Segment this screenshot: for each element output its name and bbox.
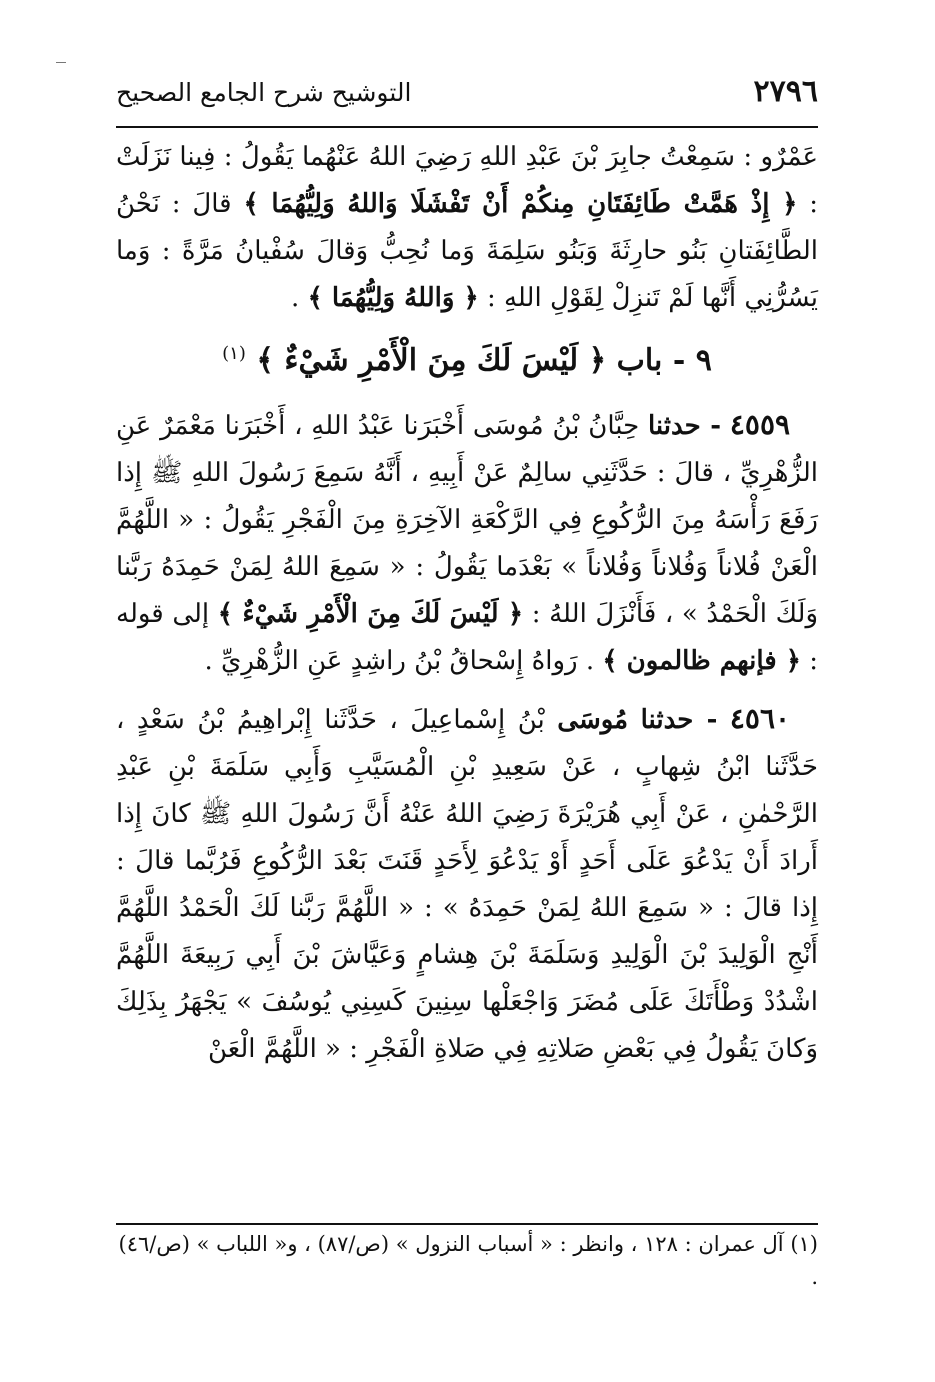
header-divider — [116, 126, 818, 128]
quran-verse: ﴿ لَيْسَ لَكَ مِنَ الْأَمْرِ شَيْءٌ ﴾ — [217, 599, 524, 629]
text-segment: بْنُ إِسْماعِيلَ ، حَدَّثَنا إِبْراهِيمُ بْنُ سَعْدٍ ، حَدَّثَنا ابْنُ شِهابٍ ، عَنْ سَعِيدِ بْنِ الْمُسَيَّبِ وَأَبِي سَلَمَةَ بْنِ عَبْدِ الرَّحْمٰنِ ، عَنْ أَبِي هُرَيْرَةَ رَضِيَ اللهُ عَنْهُ أَنَّ رَسُولَ اللهِ ﷺ كانَ إِذا أَرادَ أَنْ يَدْعُوَ عَلَى أَحَدٍ أَوْ يَدْعُوَ لِأَحَدٍ قَنَتَ بَعْدَ الرُّكُوعِ فَرُبَّما قالَ : إِذا قالَ : « سَمِعَ اللهُ لِمَنْ حَمِدَهُ » : « اللَّهُمَّ رَبَّنا لَكَ الْحَمْدُ اللَّهُمَّ أَنْجِ الْوَلِيدَ بْنَ الْوَلِيدِ وَسَلَمَةَ بْنَ هِشامٍ وَعَيَّاشَ بْنَ أَبِي رَبِيعَةَ اللَّهُمَّ اشْدُدْ وَطْأَتَكَ عَلَى مُضَرَ وَاجْعَلْها سِنِينَ كَسِنِي يُوسُفَ » يَجْهَرُ بِذَلِكَ وَكانَ يَقُولُ فِي بَعْضِ صَلاتِهِ فِي صَلاةِ الْفَجْرِ : « اللَّهُمَّ الْعَنْ — [116, 705, 818, 1064]
narrator-name: مُوسَى — [557, 705, 629, 735]
text-segment: عَمْرٌو : سَمِعْتُ جابِرَ بْنَ عَبْدِ اللهِ رَضِيَ اللهُ عَنْهُما يَقُولُ : فِينا نَزَلَتْ : — [116, 142, 818, 219]
hadith-lead: - حدثنا — [648, 411, 722, 441]
continuation-paragraph — [116, 134, 818, 322]
hadith-4560 — [116, 695, 818, 1073]
page-number: ٢٧٩٦ — [753, 74, 818, 109]
chapter-title: ٩ - باب ﴿ لَيْسَ لَكَ مِنَ الْأَمْرِ شَيْءٌ ﴾ — [256, 343, 712, 378]
quran-verse: ﴿ وَاللهُ وَلِيُّهُمَا ﴾ — [307, 283, 479, 313]
main-text — [116, 134, 818, 1073]
text-segment: إلى قوله : — [116, 599, 818, 676]
hadith-number: ٤٥٥٩ — [729, 408, 791, 441]
footnote: (١) آل عمران : ١٢٨ ، وانظر : « أسباب النزول » (ص/٨٧) ، و« اللباب » (ص/٤٦) . — [118, 1232, 818, 1289]
text-segment: حِبَّانُ بْنُ مُوسَى أَخْبَرَنا عَبْدُ اللهِ ، أَخْبَرَنا مَعْمَرٌ عَنِ الزُّهْرِيِّ ، قالَ : حَدَّثَنِي سالِمٌ عَنْ أَبِيهِ ، أَنَّهُ سَمِعَ رَسُولَ اللهِ ﷺ إِذا رَفَعَ رَأْسَهُ مِنَ الرُّكُوعِ فِي الرَّكْعَةِ الآخِرَةِ مِنَ الْفَجْرِ يَقُولُ : « اللَّهُمَّ الْعَنْ فُلاناً وَفُلاناً وَفُلاناً » بَعْدَما يَقُولُ : « سَمِعَ اللهُ لِمَنْ حَمِدَهُ رَبَّنا وَلَكَ الْحَمْدُ » ، فَأَنْزَلَ اللهُ : — [116, 411, 818, 629]
page-header — [116, 70, 818, 122]
margin-mark — [56, 62, 66, 63]
chapter-heading — [116, 324, 818, 391]
footnote-reference: (١) — [222, 343, 246, 364]
text-segment: . رَواهُ إِسْحاقُ بْنُ راشِدٍ عَنِ الزُّهْرِيِّ . — [204, 646, 595, 676]
quran-verse: ﴿ إِذْ هَمَّتْ طَائِفَتَانِ مِنكُمْ أَنْ تَفْشَلَا وَاللهُ وَلِيُّهُمَا ﴾ — [243, 189, 798, 219]
footnote-divider — [116, 1223, 818, 1225]
footnotes — [116, 1228, 818, 1294]
hadith-number: ٤٥٦٠ — [729, 702, 791, 735]
text-segment: . — [291, 283, 300, 313]
hadith-4559 — [116, 401, 818, 685]
hadith-lead: - حدثنا — [640, 705, 718, 735]
quran-verse: ﴿ فإنهم ظالمون ﴾ — [602, 646, 801, 676]
running-title: التوشيح شرح الجامع الصحيح — [116, 78, 412, 107]
text-segment: قالَ : نَحْنُ الطَّائِفَتانِ بَنُو حارِثَةَ وَبَنُو سَلِمَةَ وَما نُحِبُّ وَقالَ سُفْيانُ مَرَّةً : وَما يَسُرُّنِي أَنَّها لَمْ تَنزِلْ لِقَوْلِ اللهِ : — [116, 189, 818, 313]
